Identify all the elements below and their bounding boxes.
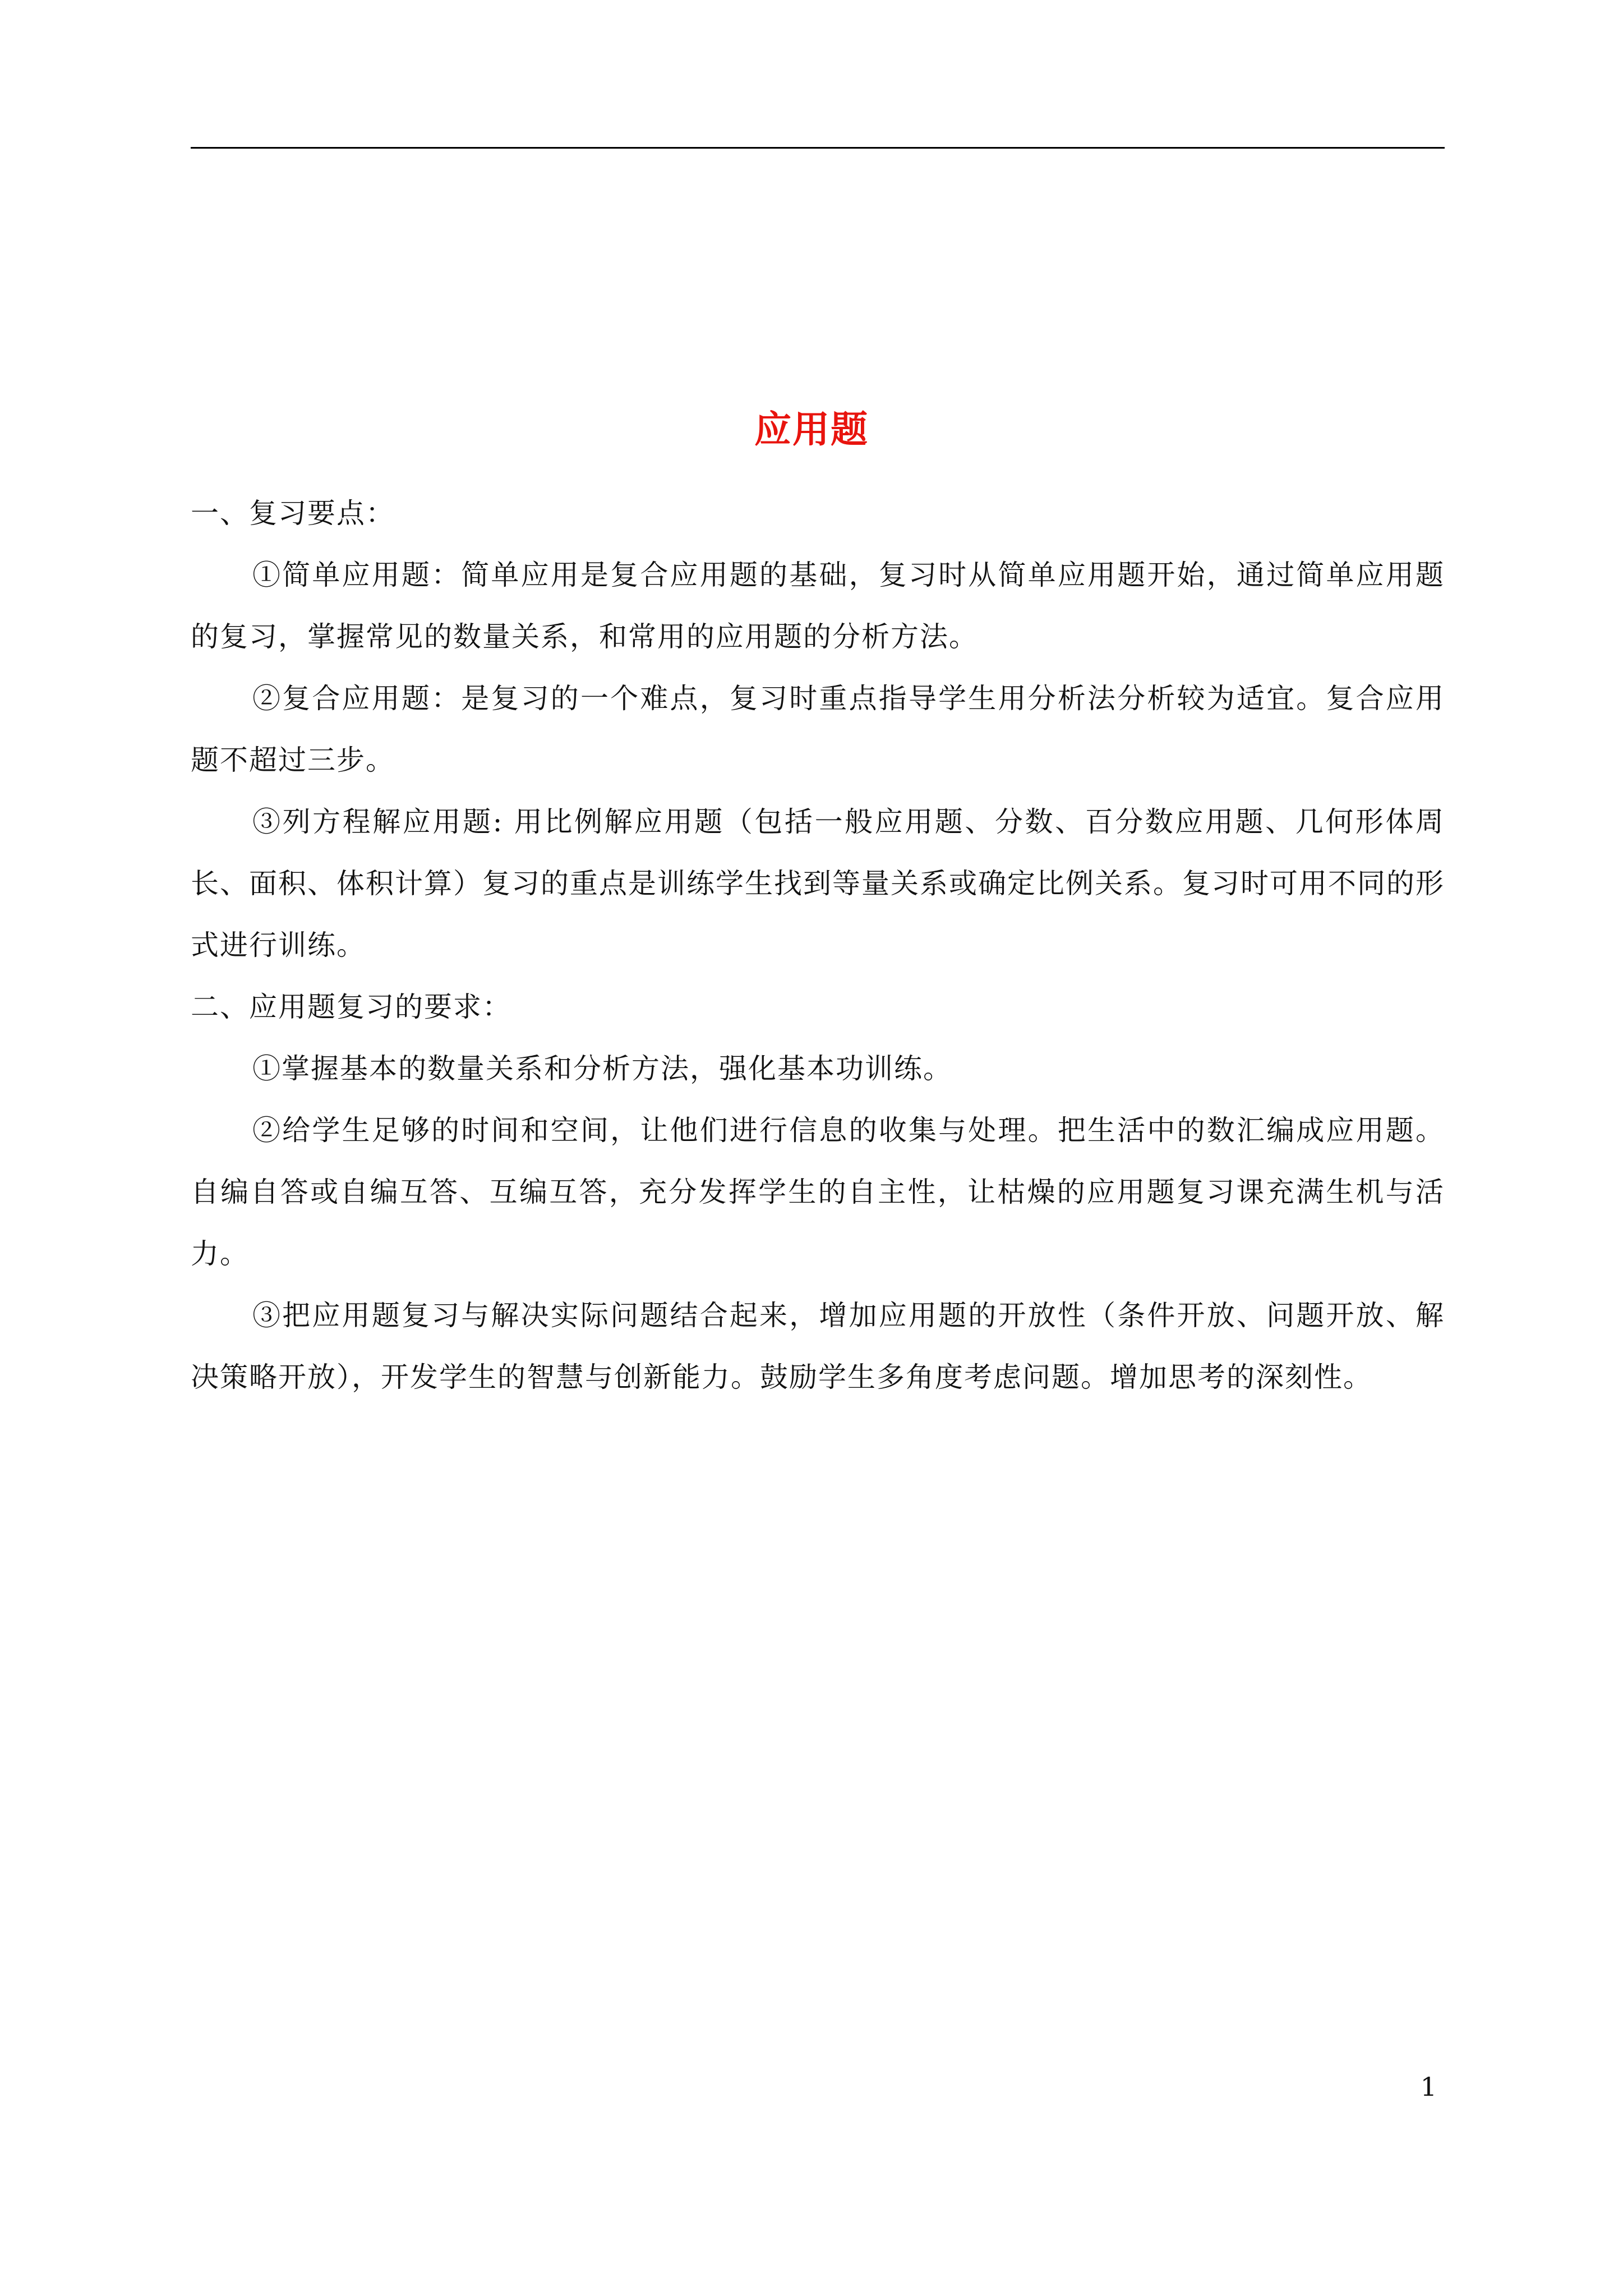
paragraph-simple-problems: ①简单应用题：简单应用是复合应用题的基础，复习时从简单应用题开始，通过简单应用题的复习，掌握常见的数量关系，和常用的应用题的分析方法。 <box>191 559 1445 653</box>
paragraph-equation-problems: ③列方程解应用题: 用比例解应用题（包括一般应用题、分数、百分数应用题、几何形体周长、面积、体积计算）复习的重点是训练学生找到等量关系或确定比例关系。复习时可用不同的形式进行训练。 <box>191 806 1445 961</box>
paragraph-requirement-practical: ③把应用题复习与解决实际问题结合起来，增加应用题的开放性（条件开放、问题开放、解决策略开放），开发学生的智慧与创新能力。鼓励学生多角度考虑问题。增加思考的深刻性。 <box>191 1299 1445 1393</box>
section-heading-review-requirements: 二、应用题复习的要求： <box>191 991 511 1023</box>
paragraph-requirement-time-space: ②给学生足够的时间和空间，让他们进行信息的收集与处理。把生活中的数汇编成应用题。自编自答或自编互答、互编互答，充分发挥学生的自主性，让枯燥的应用题复习课充满生机与活力。 <box>191 1114 1445 1270</box>
paragraph-requirement-basics: ①掌握基本的数量关系和分析方法，强化基本功训练。 <box>252 1052 952 1085</box>
section-heading-review-points: 一、复习要点： <box>191 497 395 530</box>
paragraph-compound-problems: ②复合应用题：是复习的一个难点，复习时重点指导学生用分析法分析较为适宜。复合应用题不超过三步。 <box>191 682 1445 776</box>
document-title: 应用题 <box>754 407 869 451</box>
page-number: 1 <box>1420 2072 1437 2102</box>
document-body <box>191 482 1445 1408</box>
header-rule <box>191 147 1445 149</box>
